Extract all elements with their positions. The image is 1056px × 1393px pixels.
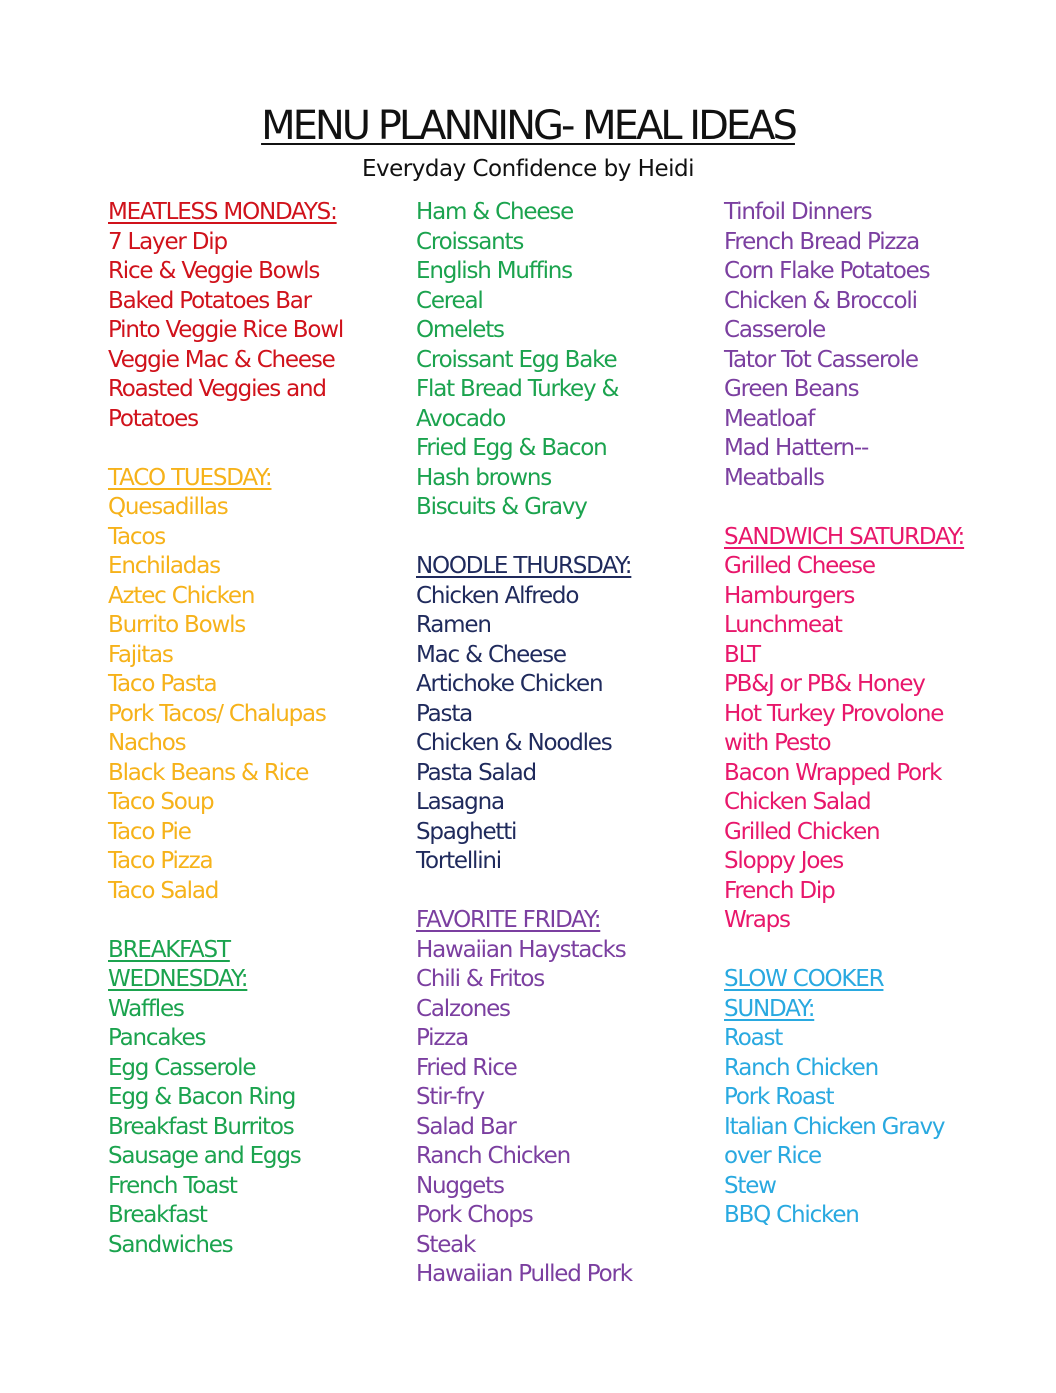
meal-item: Fried Rice: [416, 1054, 517, 1081]
page-title: MENU PLANNING- MEAL IDEAS: [261, 103, 795, 149]
meal-item: Aztec Chicken: [108, 582, 255, 609]
meal-item: Ramen: [416, 612, 491, 638]
column-1: [108, 198, 343, 1260]
meal-item: with Pesto: [724, 730, 831, 756]
meal-item: Ham & Cheese: [416, 199, 574, 225]
column-3: [724, 198, 964, 1231]
section-heading: FAVORITE FRIDAY:: [416, 907, 601, 933]
meal-item: Roasted Veggies and: [108, 376, 326, 402]
section-sandwich-saturday: [724, 523, 964, 936]
meal-item: Taco Pie: [108, 818, 191, 845]
meal-item: Stir-fry: [416, 1084, 484, 1110]
meal-item: Casserole: [724, 317, 826, 343]
meal-item: Grilled Cheese: [724, 553, 875, 579]
section-noodle-thursday: [416, 552, 632, 877]
meal-item: Croissants: [416, 228, 524, 255]
meal-item: Bacon Wrapped Pork: [724, 759, 942, 786]
meal-item: French Toast: [108, 1172, 237, 1199]
meal-item: Breakfast: [108, 1202, 207, 1228]
meal-item: Baked Potatoes Bar: [108, 287, 311, 314]
meal-item: Mad Hattern--: [724, 435, 869, 461]
meal-item: Stew: [724, 1172, 776, 1199]
meal-item: Spaghetti: [416, 818, 517, 845]
section-heading: WEDNESDAY:: [108, 966, 248, 992]
meal-item: Chicken Salad: [724, 789, 871, 815]
meal-item: Pasta: [416, 700, 473, 727]
section-heading: SLOW COOKER: [724, 966, 884, 992]
meal-item: French Dip: [724, 877, 835, 904]
meal-item: Chicken Alfredo: [416, 582, 579, 609]
meal-item: Taco Pizza: [108, 848, 213, 874]
meal-item: Lasagna: [416, 789, 504, 815]
section-taco-tuesday: [108, 464, 343, 907]
meal-item: Fried Egg & Bacon: [416, 435, 607, 461]
page-subtitle: Everyday Confidence by Heidi: [362, 156, 694, 182]
meal-item: Tortellini: [416, 848, 501, 874]
meal-item: Chili & Fritos: [416, 966, 545, 992]
meal-item: Nuggets: [416, 1172, 504, 1199]
meal-item: Waffles: [108, 995, 184, 1022]
meal-item: Biscuits & Gravy: [416, 494, 587, 520]
meal-item: Hamburgers: [724, 582, 855, 609]
meal-item: Egg & Bacon Ring: [108, 1084, 296, 1110]
meal-item: Meatballs: [724, 464, 824, 491]
section-favorite-friday-continued: [724, 198, 964, 493]
meal-item: Taco Salad: [108, 877, 219, 904]
meal-item: Green Beans: [724, 376, 859, 402]
meal-item: Breakfast Burritos: [108, 1113, 294, 1140]
meal-item: Sloppy Joes: [724, 848, 843, 874]
meal-item: Avocado: [416, 405, 506, 432]
section-breakfast-wednesday: [108, 936, 343, 1261]
meal-item: Salad Bar: [416, 1113, 516, 1140]
meal-item: Sandwiches: [108, 1231, 233, 1258]
meal-item: Potatoes: [108, 405, 198, 432]
meal-item: Artichoke Chicken: [416, 671, 603, 697]
meal-item: Flat Bread Turkey &: [416, 376, 619, 402]
section-heading: BREAKFAST: [108, 936, 230, 963]
meal-item: Rice & Veggie Bowls: [108, 258, 320, 284]
meal-item: Pork Tacos/ Chalupas: [108, 700, 326, 727]
meal-item: Taco Pasta: [108, 671, 217, 697]
meal-item: Fajitas: [108, 641, 173, 668]
meal-item: Pork Chops: [416, 1202, 533, 1228]
meal-item: Omelets: [416, 317, 504, 343]
meal-item: Tator Tot Casserole: [724, 346, 918, 373]
meal-item: Croissant Egg Bake: [416, 346, 617, 373]
meal-item: Pork Roast: [724, 1084, 834, 1110]
section-heading: SANDWICH SATURDAY:: [724, 523, 965, 550]
meal-item: Pinto Veggie Rice Bowl: [108, 317, 344, 343]
meal-item: Tinfoil Dinners: [724, 199, 872, 225]
meal-item: Burrito Bowls: [108, 612, 246, 638]
section-heading: NOODLE THURSDAY:: [416, 553, 632, 579]
meal-item: Pancakes: [108, 1025, 206, 1051]
meal-item: Meatloaf: [724, 405, 815, 432]
column-2: [416, 198, 632, 1290]
meal-item: Lunchmeat: [724, 612, 842, 638]
meal-item: Calzones: [416, 995, 510, 1022]
meal-item: BBQ Chicken: [724, 1202, 859, 1228]
meal-item: Mac & Cheese: [416, 641, 566, 668]
meal-item: Pizza: [416, 1025, 468, 1051]
meal-item: Veggie Mac & Cheese: [108, 346, 335, 373]
meal-item: French Bread Pizza: [724, 228, 920, 255]
section-heading: TACO TUESDAY:: [108, 464, 272, 491]
meal-item: Corn Flake Potatoes: [724, 258, 930, 284]
meal-item: Italian Chicken Gravy: [724, 1113, 945, 1140]
meal-item: over Rice: [724, 1143, 821, 1169]
meal-item: Chicken & Broccoli: [724, 287, 917, 314]
meal-item: Tacos: [108, 523, 166, 550]
section-slow-cooker-sunday: [724, 965, 964, 1231]
meal-item: Hot Turkey Provolone: [724, 700, 944, 727]
meal-item: Ranch Chicken: [724, 1054, 878, 1081]
meal-item: Wraps: [724, 907, 790, 933]
meal-item: Sausage and Eggs: [108, 1143, 301, 1169]
meal-item: Hash browns: [416, 464, 552, 491]
section-heading: SUNDAY:: [724, 995, 815, 1022]
meal-item: Pasta Salad: [416, 759, 536, 786]
meal-item: Grilled Chicken: [724, 818, 880, 845]
meal-item: PB&J or PB& Honey: [724, 671, 925, 697]
meal-item: Black Beans & Rice: [108, 759, 309, 786]
meal-item: English Muffins: [416, 258, 572, 284]
meal-item: Steak: [416, 1231, 476, 1258]
meal-item: Hawaiian Haystacks: [416, 936, 626, 963]
meal-item: Quesadillas: [108, 494, 228, 520]
meal-item: Cereal: [416, 287, 483, 314]
section-breakfast-wednesday-continued: [416, 198, 632, 523]
meal-item: Ranch Chicken: [416, 1143, 570, 1169]
meal-item: Taco Soup: [108, 789, 214, 815]
meal-item: Chicken & Noodles: [416, 730, 612, 756]
meal-item: BLT: [724, 641, 760, 668]
meal-item: 7 Layer Dip: [108, 228, 227, 255]
meal-item: Enchiladas: [108, 553, 220, 579]
meal-item: Roast: [724, 1025, 783, 1051]
section-favorite-friday: [416, 906, 632, 1290]
section-heading: MEATLESS MONDAYS:: [108, 199, 337, 225]
meal-item: Egg Casserole: [108, 1054, 256, 1081]
meal-item: Nachos: [108, 730, 186, 756]
section-meatless-mondays: [108, 198, 343, 434]
meal-item: Hawaiian Pulled Pork: [416, 1261, 632, 1287]
